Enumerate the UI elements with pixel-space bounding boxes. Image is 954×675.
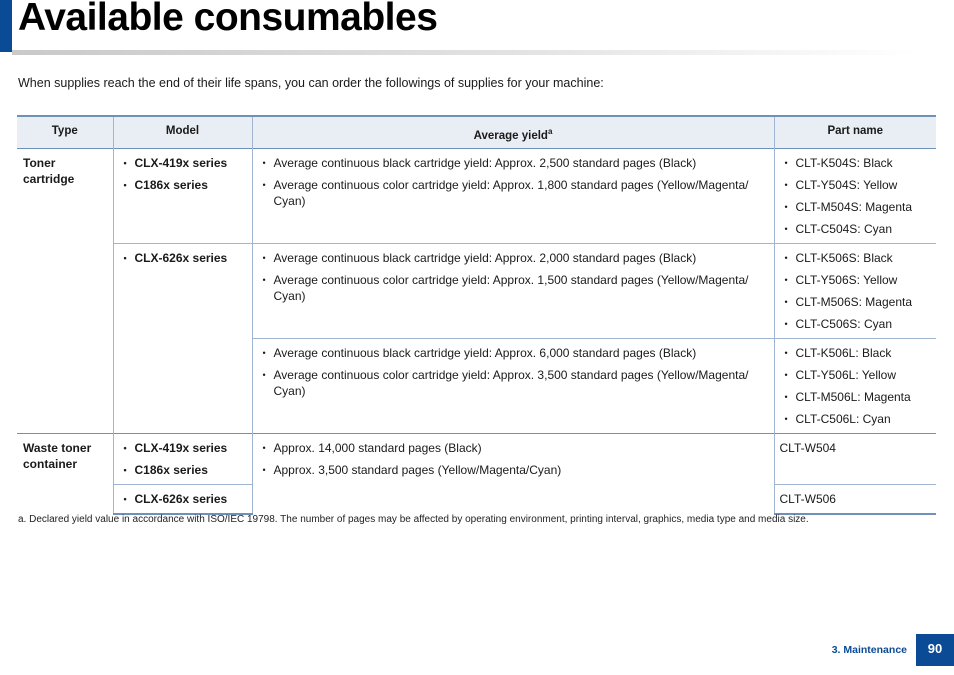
header-yield-label: Average yield [473, 129, 548, 142]
yield-item: • Average continuous black cartridge yield: Approx. 2,500 standard pages (Black) [259, 155, 768, 171]
model-item: • C186x series [120, 177, 246, 193]
table-row [17, 433, 936, 484]
header-yield-footnote-mark: a [547, 127, 553, 136]
title-underline [12, 50, 917, 55]
part-item: • CLT-M504S: Magenta [781, 199, 931, 215]
page-number-badge: 90 [916, 634, 954, 666]
yield-item: • Average continuous color cartridge yield: Approx. 3,500 standard pages (Yellow/Magenta/ Cyan) [259, 367, 768, 399]
yield-item: • Average continuous color cartridge yield: Approx. 1,800 standard pages (Yellow/Magenta/ Cyan) [259, 177, 768, 209]
part-item: • CLT-M506L: Magenta [781, 389, 931, 405]
part-item: • CLT-K504S: Black [781, 155, 931, 171]
model-cell [113, 433, 252, 484]
yield-item: • Approx. 14,000 standard pages (Black) [259, 440, 768, 456]
yield-item: • Average continuous black cartridge yield: Approx. 6,000 standard pages (Black) [259, 345, 768, 361]
yield-item: • Average continuous color cartridge yield: Approx. 1,500 standard pages (Yellow/Magenta/ Cyan) [259, 272, 768, 304]
part-cell [774, 148, 936, 243]
model-item: • CLX-626x series [120, 491, 246, 507]
part-item: • CLT-Y506S: Yellow [781, 272, 931, 288]
part-item: • CLT-C506L: Cyan [781, 411, 931, 427]
table-row [17, 148, 936, 243]
page-title: Available consumables [18, 0, 438, 39]
header-yield [252, 116, 774, 148]
yield-cell [252, 243, 774, 338]
part-cell: CLT-W506 [774, 484, 936, 514]
model-cell [113, 243, 252, 433]
model-cell [113, 484, 252, 514]
table-row [17, 243, 936, 338]
footer-section-label: 3. Maintenance [831, 644, 907, 656]
part-item: • CLT-Y506L: Yellow [781, 367, 931, 383]
model-item: • CLX-626x series [120, 250, 246, 266]
yield-item: • Approx. 3,500 standard pages (Yellow/Magenta/Cyan) [259, 462, 768, 478]
part-item: • CLT-Y504S: Yellow [781, 177, 931, 193]
model-cell [113, 148, 252, 243]
part-item: • CLT-C506S: Cyan [781, 316, 931, 332]
yield-cell [252, 148, 774, 243]
part-item: • CLT-K506L: Black [781, 345, 931, 361]
header-type: Type [17, 116, 113, 148]
model-item: • CLX-419x series [120, 440, 246, 456]
part-item: • CLT-M506S: Magenta [781, 294, 931, 310]
model-item: • CLX-419x series [120, 155, 246, 171]
type-cell-toner: Toner cartridge [17, 148, 113, 433]
header-part-name: Part name [774, 116, 936, 148]
yield-item: • Average continuous black cartridge yield: Approx. 2,000 standard pages (Black) [259, 250, 768, 266]
part-cell [774, 338, 936, 433]
title-accent-bar [0, 0, 12, 52]
table-header-row [17, 116, 936, 148]
intro-text: When supplies reach the end of their life spans, you can order the followings of supplies for your machine: [18, 76, 604, 90]
yield-cell [252, 338, 774, 433]
footnote: a. Declared yield value in accordance with ISO/IEC 19798. The number of pages may be affected by operating environment, printing interval, graphics, media type and media size. [18, 514, 809, 525]
consumables-table [17, 115, 936, 515]
part-item: • CLT-C504S: Cyan [781, 221, 931, 237]
yield-cell [252, 433, 774, 514]
header-model: Model [113, 116, 252, 148]
type-cell-waste: Waste toner container [17, 433, 113, 514]
part-item: • CLT-K506S: Black [781, 250, 931, 266]
model-item: • C186x series [120, 462, 246, 478]
part-cell [774, 243, 936, 338]
part-cell: CLT-W504 [774, 433, 936, 484]
